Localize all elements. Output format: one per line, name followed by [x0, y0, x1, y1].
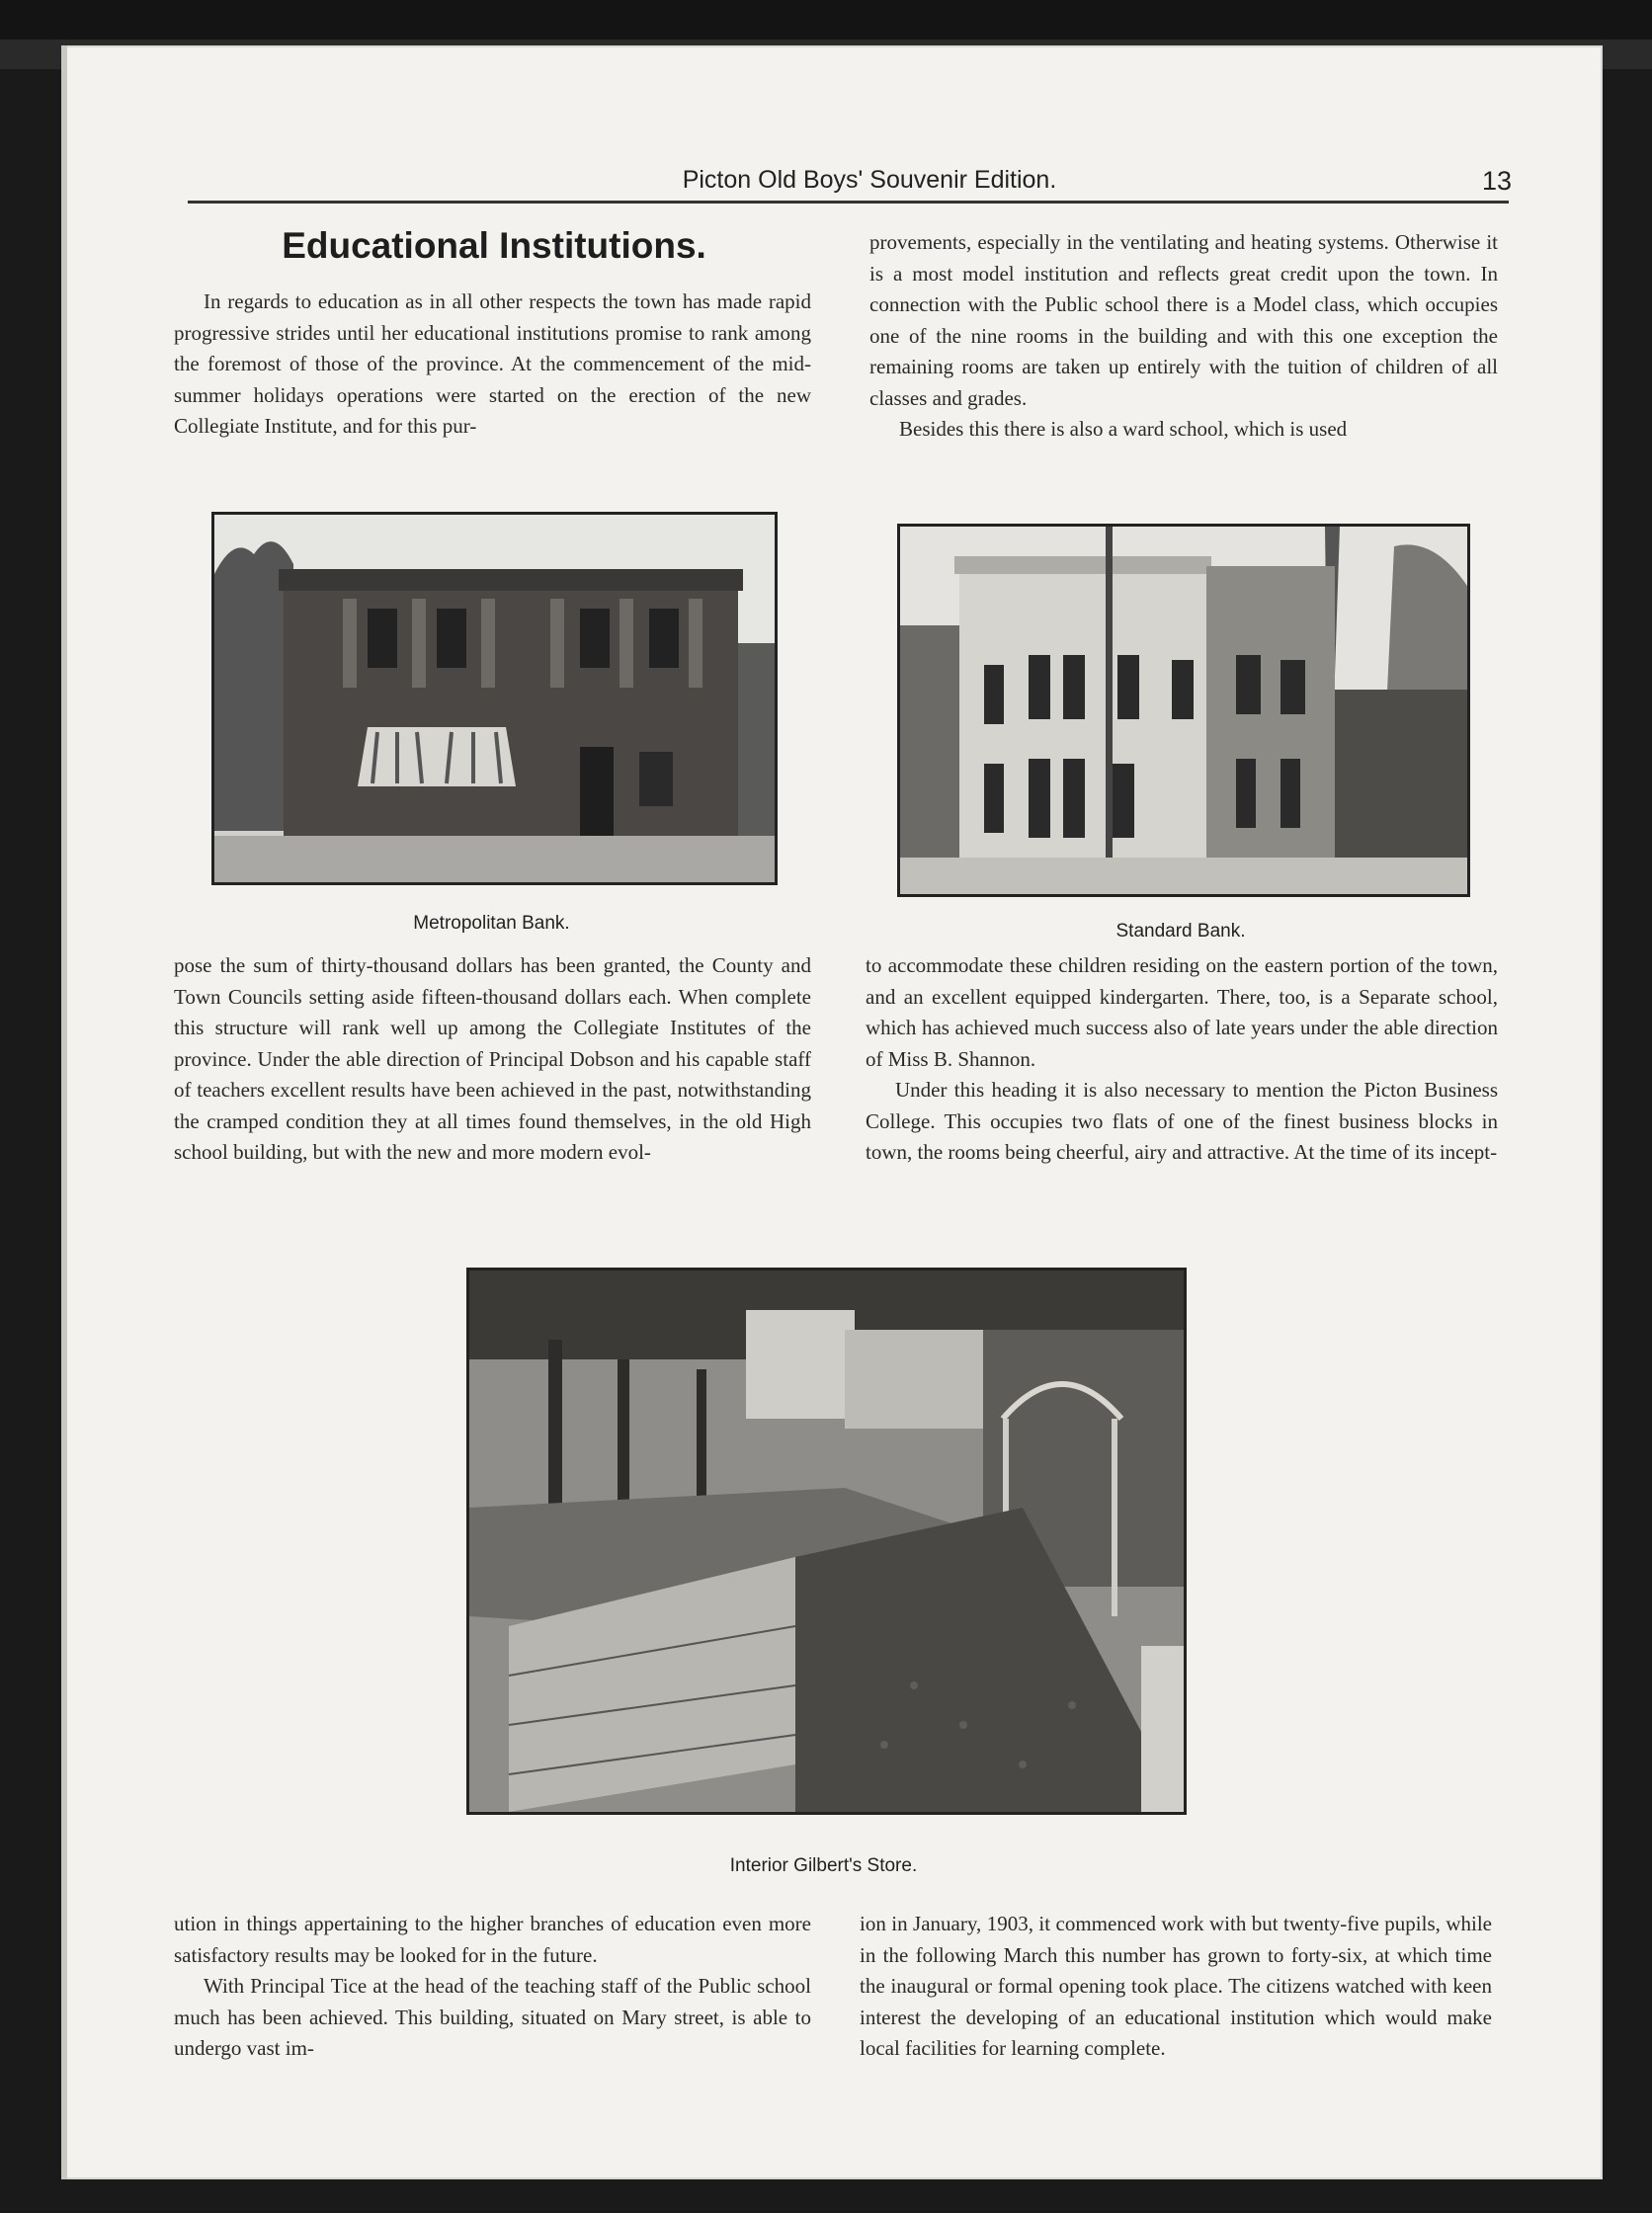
column-right-top [869, 227, 1498, 446]
column-right-middle [866, 950, 1498, 1169]
paragraph: provements, especially in the ventilating and heating systems. Otherwise it is a most model institution and reflects great credit upon the town. In connection with the Public school there is a Model class, which occupies one of the nine rooms in the building and with this one exception the remaining rooms are taken up entirely with the tuition of children of all classes and grades. [869, 230, 1498, 410]
page-number: 13 [1481, 166, 1512, 196]
paragraph: ution in things appertaining to the higher branches of education even more satisfactory results may be looked for in the future. [174, 1912, 811, 1967]
running-head: Picton Old Boys' Souvenir Edition. [682, 166, 1057, 194]
paragraph: Besides this there is also a ward school, which is used [899, 417, 1348, 441]
paragraph: ion in January, 1903, it commenced work with but twenty-five pupils, while in the following March this number has grown to forty-six, at which time the inaugural or formal opening took place. The citizens watched with keen interest the developing of an educational institution which would make local facilities for learning complete. [860, 1912, 1492, 2060]
gilberts-store-photo [466, 1268, 1187, 1815]
page-spine-edge [61, 45, 67, 2179]
column-right-bottom [860, 1909, 1492, 2065]
paragraph: With Principal Tice at the head of the teaching staff of the Public school much has been achieved. This building, situated on Mary street, is able to undergo vast im- [174, 1974, 811, 2060]
paragraph: to accommodate these children residing on the eastern portion of the town, and an excellent equipped kindergarten. There, too, is a Separate school, which has achieved much success also of late years under the able direction of Miss B. Shannon. [866, 953, 1498, 1071]
metropolitan-bank-photo [211, 512, 778, 885]
column-left-middle [174, 950, 811, 1169]
standard-bank-photo [897, 524, 1470, 897]
gilberts-store-caption: Interior Gilbert's Store. [729, 1855, 918, 1876]
standard-bank-caption: Standard Bank. [1115, 921, 1246, 942]
column-left-top [174, 287, 811, 443]
header-rule [188, 201, 1509, 204]
paragraph: Under this heading it is also necessary to mention the Picton Business College. This occupies two flats of one of the finest business blocks in town, the rooms being cheerful, airy and attractive. At the time of its incept- [866, 1078, 1498, 1164]
article-title: Educational Institutions. [282, 225, 706, 266]
metropolitan-bank-caption: Metropolitan Bank. [413, 913, 570, 934]
paragraph: pose the sum of thirty-thousand dollars has been granted, the County and Town Councils setting aside fifteen-thousand dollars each. When complete this structure will rank well up among the Collegiate Institutes of the province. Under the able direction of Principal Dobson and his capable staff of teachers excellent results have been achieved in the past, notwithstanding the cramped condition they at all times found themselves, in the old High school building, but with the new and more modern evol- [174, 953, 811, 1164]
column-left-bottom [174, 1909, 811, 2065]
paragraph: In regards to education as in all other respects the town has made rapid progressive strides until her educational institutions promise to rank among the foremost of those of the province. At the commencement of the mid-summer holidays operations were started on the erection of the new Collegiate Institute, and for this pur- [174, 289, 811, 438]
